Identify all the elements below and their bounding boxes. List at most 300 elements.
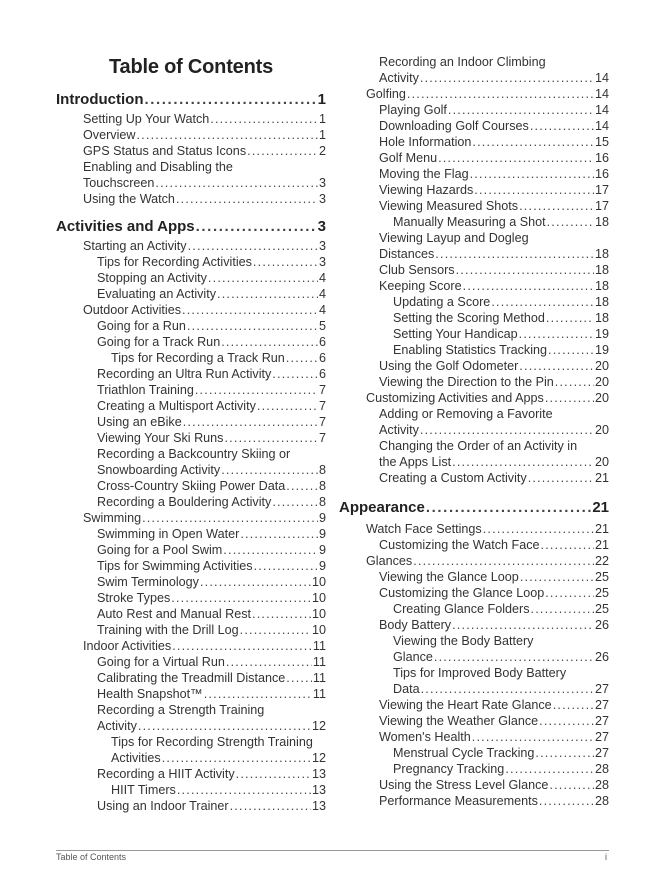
- toc-page-number: 25: [594, 602, 609, 616]
- toc-entry-label: Going for a Run: [97, 319, 186, 333]
- toc-entry-label: Golfing: [366, 87, 406, 101]
- toc-entry-link[interactable]: [83, 302, 326, 318]
- toc-entry-label: HIIT Timers: [111, 783, 176, 797]
- toc-dot-leader: [474, 182, 594, 198]
- toc-entry-label: Viewing Measured Shots: [379, 199, 519, 213]
- toc-entry-label: Cross-Country Skiing Power Data: [97, 479, 286, 493]
- toc-entry-label: Tips for Recording a Track Run: [111, 351, 285, 365]
- toc-page-number: 18: [594, 279, 609, 293]
- toc-entry-label: Appearance: [339, 499, 425, 516]
- toc-dot-leader: [188, 238, 318, 254]
- toc-dot-leader: [272, 366, 318, 382]
- toc-section-link[interactable]: [339, 499, 609, 517]
- toc-page-number: 22: [594, 554, 609, 568]
- toc-dot-leader: [519, 326, 594, 342]
- toc-entry-label: Viewing Hazards: [379, 183, 474, 197]
- toc-entry-label: Recording an Indoor Climbing: [379, 55, 546, 69]
- toc-entry-label: Using the Stress Level Glance: [379, 778, 549, 792]
- toc-page-number: 27: [594, 714, 609, 728]
- toc-dot-leader: [187, 318, 318, 334]
- toc-page-number: 20: [594, 359, 609, 373]
- toc-dot-leader: [456, 262, 594, 278]
- toc-entry-label: Body Battery: [379, 618, 452, 632]
- toc-entry-label-continued: Glance: [393, 650, 433, 664]
- toc-dot-leader: [196, 218, 317, 236]
- toc-entry-label-continued: Activity: [379, 423, 419, 437]
- toc-entry-link[interactable]: [366, 521, 609, 537]
- toc-page-number: 10: [311, 623, 326, 637]
- toc-entry-label: Menstrual Cycle Tracking: [393, 746, 535, 760]
- toc-entry-link[interactable]: [97, 542, 326, 558]
- toc-dot-leader: [531, 601, 594, 617]
- toc-entry-link[interactable]: [97, 478, 326, 494]
- toc-entry-label: Evaluating an Activity: [97, 287, 217, 301]
- toc-entry-link[interactable]: [97, 526, 326, 542]
- toc-section-link[interactable]: [56, 91, 326, 109]
- toc-entry-label: Introduction: [56, 91, 144, 108]
- toc-page-number: 19: [594, 327, 609, 341]
- toc-entry-label: Using the Golf Odometer: [379, 359, 519, 373]
- toc-dot-leader: [491, 294, 594, 310]
- toc-entry-label-continued: Activities: [111, 751, 161, 765]
- toc-dot-leader: [472, 134, 594, 150]
- toc-entry-link[interactable]: [97, 382, 326, 398]
- toc-entry-link[interactable]: [97, 366, 326, 382]
- toc-page-number: 12: [311, 719, 326, 733]
- toc-entry-label: Setting Up Your Watch: [83, 112, 210, 126]
- toc-dot-leader: [162, 750, 311, 766]
- toc-entry-link[interactable]: [97, 798, 326, 814]
- toc-entry-link[interactable]: [97, 606, 326, 622]
- toc-page-number: 9: [318, 559, 326, 573]
- toc-dot-leader: [535, 745, 594, 761]
- toc-page-number: 25: [594, 570, 609, 584]
- toc-entry-link[interactable]: [393, 761, 609, 777]
- toc-entry-label: Swimming: [83, 511, 142, 525]
- toc-dot-leader: [546, 310, 594, 326]
- toc-entry-label: Creating a Custom Activity: [379, 471, 527, 485]
- toc-page-number: 11: [312, 639, 326, 653]
- toc-entry-link[interactable]: [379, 230, 609, 262]
- toc-dot-leader: [548, 342, 594, 358]
- toc-entry-label: Recording a HIIT Activity: [97, 767, 235, 781]
- toc-entry-label: Glances: [366, 554, 413, 568]
- toc-entry-label: Tips for Recording Strength Training: [111, 735, 313, 749]
- toc-page-number: 20: [594, 391, 609, 405]
- toc-entry-link[interactable]: [97, 654, 326, 670]
- toc-entry-label: Tips for Swimming Activities: [97, 559, 253, 573]
- toc-dot-leader: [286, 350, 318, 366]
- toc-page-number: 1: [318, 128, 326, 142]
- toc-dot-leader: [204, 686, 312, 702]
- toc-page-number: 12: [311, 751, 326, 765]
- toc-dot-leader: [438, 150, 594, 166]
- toc-dot-leader: [286, 478, 318, 494]
- toc-entry-link[interactable]: [379, 617, 609, 633]
- toc-entry-link[interactable]: [83, 159, 326, 191]
- toc-dot-leader: [452, 617, 594, 633]
- toc-entry-label: Viewing the Glance Loop: [379, 570, 519, 584]
- toc-page-number: 27: [594, 730, 609, 744]
- toc-entry-link[interactable]: [97, 622, 326, 638]
- toc-entry-label: Outdoor Activities: [83, 303, 181, 317]
- toc-dot-leader: [200, 574, 311, 590]
- toc-entry-link[interactable]: [379, 150, 609, 166]
- toc-dot-leader: [407, 86, 594, 102]
- toc-entry-label: Club Sensors: [379, 263, 455, 277]
- toc-entry-link[interactable]: [97, 446, 326, 478]
- toc-entry-link[interactable]: [97, 494, 326, 510]
- toc-dot-leader: [208, 270, 318, 286]
- toc-entry-link[interactable]: [97, 414, 326, 430]
- page-title: Table of Contents: [108, 56, 273, 78]
- toc-dot-leader: [183, 414, 318, 430]
- toc-entry-link[interactable]: [393, 310, 609, 326]
- toc-section-link[interactable]: [56, 218, 326, 236]
- toc-page-number: 13: [311, 799, 326, 813]
- toc-entry-label: Viewing the Direction to the Pin: [379, 375, 554, 389]
- toc-dot-leader: [253, 254, 318, 270]
- toc-page-number: 21: [592, 499, 609, 516]
- toc-page-number: 20: [594, 423, 609, 437]
- toc-entry-label-continued: Distances: [379, 247, 435, 261]
- toc-page-number: 4: [318, 287, 326, 301]
- toc-page-number: 28: [594, 762, 609, 776]
- toc-entry-label: Tips for Improved Body Battery: [393, 666, 567, 680]
- toc-entry-link[interactable]: [393, 601, 609, 617]
- toc-dot-leader: [528, 470, 594, 486]
- toc-entry-link[interactable]: [393, 633, 609, 665]
- toc-entry-label: Using an eBike: [97, 415, 182, 429]
- toc-dot-leader: [555, 374, 594, 390]
- toc-entry-label: GPS Status and Status Icons: [83, 144, 247, 158]
- toc-entry-link[interactable]: [393, 745, 609, 761]
- toc-dot-leader: [553, 697, 594, 713]
- toc-entry-label: Using an Indoor Trainer: [97, 799, 229, 813]
- toc-dot-leader: [472, 729, 594, 745]
- toc-dot-leader: [221, 462, 318, 478]
- toc-page-number: 3: [318, 176, 326, 190]
- toc-page-number: 14: [594, 71, 609, 85]
- toc-entry-label: Viewing Your Ski Runs: [97, 431, 224, 445]
- toc-page-number: 6: [318, 367, 326, 381]
- toc-page-number: 20: [594, 375, 609, 389]
- toc-entry-link[interactable]: [379, 102, 609, 118]
- toc-page-number: 3: [318, 255, 326, 269]
- toc-dot-leader: [272, 494, 318, 510]
- toc-entry-link[interactable]: [83, 191, 326, 207]
- toc-page-number: 17: [594, 183, 609, 197]
- toc-page-number: 7: [318, 383, 326, 397]
- toc-entry-link[interactable]: [379, 182, 609, 198]
- toc-entry-link[interactable]: [111, 734, 326, 766]
- toc-entry-link[interactable]: [83, 127, 326, 143]
- toc-page-number: 10: [311, 575, 326, 589]
- toc-entry-link[interactable]: [97, 670, 326, 686]
- toc-dot-leader: [545, 390, 594, 406]
- toc-entry-link[interactable]: [97, 334, 326, 350]
- toc-dot-leader: [171, 590, 311, 606]
- toc-entry-label: Training with the Drill Log: [97, 623, 239, 637]
- toc-entry-label-continued: Touchscreen: [83, 176, 155, 190]
- toc-dot-leader: [144, 91, 316, 109]
- toc-entry-link[interactable]: [97, 574, 326, 590]
- toc-dot-leader: [155, 175, 318, 191]
- toc-page-number: 9: [318, 527, 326, 541]
- footer-divider: [56, 850, 609, 851]
- toc-entry-label: Health Snapshot™: [97, 687, 203, 701]
- toc-page-number: 14: [594, 103, 609, 117]
- toc-entry-label: Manually Measuring a Shot: [393, 215, 546, 229]
- toc-dot-leader: [452, 454, 594, 470]
- toc-entry-link[interactable]: [379, 198, 609, 214]
- toc-entry-link[interactable]: [379, 406, 609, 438]
- toc-page-number: 7: [318, 415, 326, 429]
- toc-entry-label-continued: Snowboarding Activity: [97, 463, 221, 477]
- toc-page-number: 21: [594, 538, 609, 552]
- toc-dot-leader: [519, 358, 594, 374]
- toc-entry-label: Recording a Backcountry Skiing or: [97, 447, 291, 461]
- toc-entry-link[interactable]: [379, 438, 609, 470]
- toc-entry-link[interactable]: [97, 254, 326, 270]
- toc-dot-leader: [138, 718, 311, 734]
- toc-entry-label: Hole Information: [379, 135, 472, 149]
- toc-dot-leader: [530, 118, 594, 134]
- toc-dot-leader: [136, 127, 318, 143]
- toc-page-number: 26: [594, 618, 609, 632]
- toc-dot-leader: [519, 198, 594, 214]
- toc-dot-leader: [435, 246, 594, 262]
- toc-entry-label: Starting an Activity: [83, 239, 187, 253]
- toc-page-number: 6: [318, 351, 326, 365]
- toc-dot-leader: [172, 638, 312, 654]
- toc-entry-link[interactable]: [97, 318, 326, 334]
- toc-page-number: 28: [594, 794, 609, 808]
- toc-entry-link[interactable]: [393, 326, 609, 342]
- toc-entry-link[interactable]: [379, 134, 609, 150]
- toc-entry-link[interactable]: [97, 766, 326, 782]
- toc-entry-link[interactable]: [379, 585, 609, 601]
- toc-entry-link[interactable]: [97, 270, 326, 286]
- toc-page-number: 9: [318, 511, 326, 525]
- toc-entry-label: Creating Glance Folders: [393, 602, 530, 616]
- toc-entry-link[interactable]: [97, 430, 326, 446]
- toc-entry-link[interactable]: [379, 262, 609, 278]
- toc-entry-link[interactable]: [379, 793, 609, 809]
- toc-entry-label: Watch Face Settings: [366, 522, 482, 536]
- footer-section-title: Table of Contents: [56, 852, 127, 862]
- toc-entry-link[interactable]: [97, 398, 326, 414]
- toc-page-number: 10: [311, 607, 326, 621]
- toc-dot-leader: [421, 681, 594, 697]
- toc-page-number: 7: [318, 399, 326, 413]
- toc-entry-label: Women's Health: [379, 730, 471, 744]
- toc-page-number: 1: [317, 91, 326, 108]
- toc-page-number: 8: [318, 495, 326, 509]
- toc-page-number: 6: [318, 335, 326, 349]
- toc-dot-leader: [182, 302, 318, 318]
- toc-entry-link[interactable]: [379, 358, 609, 374]
- toc-entry-label: Enabling Statistics Tracking: [393, 343, 547, 357]
- toc-page-number: 9: [318, 543, 326, 557]
- toc-page-number: 28: [594, 778, 609, 792]
- toc-page-number: 14: [594, 87, 609, 101]
- toc-page-number: 27: [594, 682, 609, 696]
- toc-page-number: 8: [318, 463, 326, 477]
- toc-entry-label: Adding or Removing a Favorite: [379, 407, 553, 421]
- toc-dot-leader: [545, 585, 594, 601]
- toc-page-number: 21: [594, 522, 609, 536]
- toc-entry-link[interactable]: [379, 777, 609, 793]
- toc-page-number: 8: [318, 479, 326, 493]
- toc-entry-label: Tips for Recording Activities: [97, 255, 252, 269]
- toc-entry-label: Setting Your Handicap: [393, 327, 518, 341]
- toc-entry-label: Calibrating the Treadmill Distance: [97, 671, 286, 685]
- toc-page-number: 3: [318, 239, 326, 253]
- toc-entry-label: Updating a Score: [393, 295, 491, 309]
- toc-dot-leader: [463, 278, 594, 294]
- toc-entry-link[interactable]: [366, 86, 609, 102]
- toc-page-number: 18: [594, 215, 609, 229]
- toc-entry-label: Setting the Scoring Method: [393, 311, 545, 325]
- toc-entry-link[interactable]: [83, 111, 326, 127]
- toc-dot-leader: [210, 111, 318, 127]
- toc-entry-label: Changing the Order of an Activity in: [379, 439, 578, 453]
- toc-entry-link[interactable]: [111, 782, 326, 798]
- toc-entry-link[interactable]: [83, 638, 326, 654]
- toc-entry-link[interactable]: [379, 569, 609, 585]
- toc-entry-label: Moving the Flag: [379, 167, 469, 181]
- toc-page-number: 14: [594, 119, 609, 133]
- toc-entry-label-continued: the Apps List: [379, 455, 452, 469]
- toc-page-number: 26: [594, 650, 609, 664]
- toc-entry-link[interactable]: [97, 686, 326, 702]
- toc-page-number: 17: [594, 199, 609, 213]
- toc-dot-leader: [483, 521, 594, 537]
- toc-entry-label: Recording a Strength Training: [97, 703, 265, 717]
- toc-entry-label: Going for a Track Run: [97, 335, 221, 349]
- toc-entry-label: Performance Measurements: [379, 794, 538, 808]
- toc-entry-label: Customizing Activities and Apps: [366, 391, 544, 405]
- toc-entry-label: Creating a Multisport Activity: [97, 399, 256, 413]
- toc-entry-link[interactable]: [366, 553, 609, 569]
- toc-entry-label: Viewing the Heart Rate Glance: [379, 698, 552, 712]
- toc-page-number: 5: [318, 319, 326, 333]
- toc-page-number: 18: [594, 247, 609, 261]
- toc-entry-link[interactable]: [366, 390, 609, 406]
- toc-dot-leader: [539, 793, 594, 809]
- toc-dot-leader: [257, 398, 318, 414]
- toc-entry-label: Golf Menu: [379, 151, 438, 165]
- toc-page-number: 27: [594, 746, 609, 760]
- toc-dot-leader: [230, 798, 311, 814]
- toc-entry-link[interactable]: [379, 537, 609, 553]
- toc-entry-label: Pregnancy Tracking: [393, 762, 505, 776]
- toc-page-number: 7: [318, 431, 326, 445]
- toc-dot-leader: [224, 430, 318, 446]
- toc-entry-link[interactable]: [379, 118, 609, 134]
- toc-page-number: 1: [318, 112, 326, 126]
- toc-entry-label: Recording an Ultra Run Activity: [97, 367, 272, 381]
- toc-entry-link[interactable]: [393, 665, 609, 697]
- toc-entry-label: Using the Watch: [83, 192, 175, 206]
- toc-entry-link[interactable]: [83, 143, 326, 159]
- toc-entry-label: Downloading Golf Courses: [379, 119, 529, 133]
- toc-entry-label: Going for a Virtual Run: [97, 655, 225, 669]
- toc-dot-leader: [539, 713, 594, 729]
- toc-dot-leader: [226, 654, 312, 670]
- toc-dot-leader: [177, 782, 311, 798]
- toc-dot-leader: [247, 143, 318, 159]
- toc-entry-label: Viewing Layup and Dogleg: [379, 231, 529, 245]
- toc-entry-link[interactable]: [379, 54, 609, 86]
- toc-page-number: 4: [318, 303, 326, 317]
- toc-dot-leader: [448, 102, 594, 118]
- toc-entry-label: Customizing the Glance Loop: [379, 586, 545, 600]
- toc-entry-link[interactable]: [379, 713, 609, 729]
- toc-entry-label: Enabling and Disabling the: [83, 160, 233, 174]
- toc-page-number: 2: [318, 144, 326, 158]
- toc-entry-link[interactable]: [379, 729, 609, 745]
- toc-entry-link[interactable]: [97, 286, 326, 302]
- toc-entry-link[interactable]: [379, 374, 609, 390]
- toc-entry-label: Viewing the Body Battery: [393, 634, 534, 648]
- toc-dot-leader: [434, 649, 594, 665]
- toc-entry-link[interactable]: [97, 702, 326, 734]
- toc-entry-link[interactable]: [393, 294, 609, 310]
- toc-page-number: 27: [594, 698, 609, 712]
- toc-page-number: 18: [594, 311, 609, 325]
- toc-page-number: 11: [312, 687, 326, 701]
- toc-dot-leader: [420, 422, 594, 438]
- toc-dot-leader: [176, 191, 318, 207]
- toc-entry-link[interactable]: [379, 278, 609, 294]
- toc-page-number: 15: [594, 135, 609, 149]
- toc-dot-leader: [223, 542, 318, 558]
- toc-entry-link[interactable]: [393, 214, 609, 230]
- toc-page-number: 10: [311, 591, 326, 605]
- toc-entry-link[interactable]: [379, 470, 609, 486]
- toc-page-number: 16: [594, 167, 609, 181]
- toc-entry-label: Stroke Types: [97, 591, 171, 605]
- toc-entry-link[interactable]: [97, 558, 326, 574]
- toc-dot-leader: [252, 606, 311, 622]
- toc-dot-leader: [236, 766, 311, 782]
- toc-page-number: 20: [594, 455, 609, 469]
- toc-dot-leader: [420, 70, 594, 86]
- toc-page-number: 13: [311, 783, 326, 797]
- toc-entry-label: Playing Golf: [379, 103, 447, 117]
- toc-page-number: 11: [312, 655, 326, 669]
- toc-entry-link[interactable]: [83, 238, 326, 254]
- toc-dot-leader: [240, 622, 311, 638]
- toc-dot-leader: [221, 334, 318, 350]
- toc-entry-link[interactable]: [379, 697, 609, 713]
- toc-entry-link[interactable]: [393, 342, 609, 358]
- toc-entry-link[interactable]: [379, 166, 609, 182]
- toc-entry-link[interactable]: [111, 350, 326, 366]
- toc-entry-link[interactable]: [97, 590, 326, 606]
- toc-entry-link[interactable]: [83, 510, 326, 526]
- toc-dot-leader: [217, 286, 318, 302]
- toc-page-number: 3: [318, 192, 326, 206]
- toc-entry-label: Triathlon Training: [97, 383, 194, 397]
- toc-entry-label: Activities and Apps: [56, 218, 195, 235]
- toc-entry-label: Overview: [83, 128, 136, 142]
- toc-dot-leader: [195, 382, 318, 398]
- toc-page-number: 25: [594, 586, 609, 600]
- toc-entry-label: Viewing the Weather Glance: [379, 714, 539, 728]
